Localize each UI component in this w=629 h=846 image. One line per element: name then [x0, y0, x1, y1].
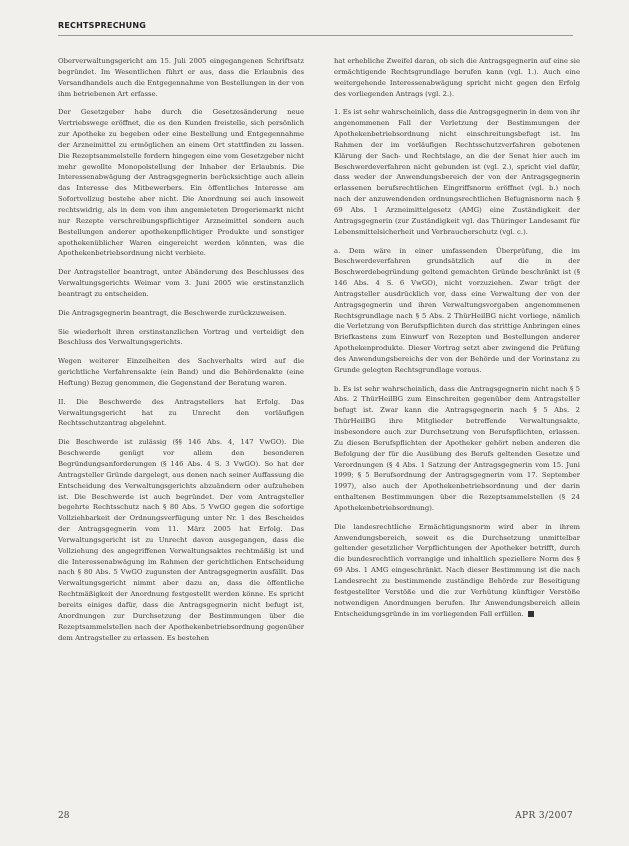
- body-paragraph: b. Es ist sehr wahrscheinlich, dass die Antragsgegnerin nicht nach § 5 Abs. 2 ThürHeilBG zum Einschreiten gegenüber dem Antragsteller befugt ist. Zwar kann die Antragsgegnerin nach § 5 Abs. 2 ThürHeilBG ihre Mitglieder betreffende Verwaltungsakte, insbesondere auch zur Durchsetzung von Berufspflichten, erlassen. Zu diesen Berufspflichten der Apotheker gehört neben anderen die Befolgung der für die Ausübung des Berufs geltenden Gesetze und Verordnungen (§ 4 Abs. 1 Satzung der Antragsgegnerin vom 15. Juni 1999; § 5 Berufsordnung der Antragsgegnerin vom 17. September 1997), also auch der Apothekenbetriebsordnung und der darin enthaltenen Bestimmungen über die Rezeptsammelstellen (§ 24 Apothekenbetriebsordnung).: [334, 384, 580, 512]
- body-paragraph: Der Gesetzgeber habe durch die Gesetzesänderung neue Vertriebswege eröffnet, die es den Kunden freistelle, sich persönlich zur Apotheke zu begeben oder eine Bestellung und Entgegennahme der Arzneimittel zu ermöglichen an einem Ort stattfinden zu lassen. Die Rezeptsammelstelle fordern hingegen eine vom Gesetzgeber nicht mehr gewollte Monopolstellung der Inhaber der Erlaubnis. Die Interessenabwägung der Antragsgegnerin berücksichtige auch allein das Interesse des Mitbewerbers. Ein öffentliches Interesse am Sofortvollzug bestehe aber nicht. Die Anordnung sei auch insoweit rechtswidrig, als in dem von ihm angemieteten Drogeriemarkt nicht nur Rezepte verschreibungspflichtiger Arzneimittel sondern auch Bestellungen anderer apothekenpflichtiger Produkte und sonstiger apothekenüblicher Waren eingereicht werden könnten, was die Apothekenbetriebsordnung nicht verbiete.: [58, 108, 304, 258]
- left-column: [58, 56, 304, 796]
- header-divider: [58, 35, 573, 36]
- body-paragraph: Sie wiederholt ihren erstinstanzlichen Vortrag und verteidigt den Beschluss des Verwaltungsgerichts.: [58, 327, 304, 347]
- section-header: RECHTSPRECHUNG: [58, 21, 147, 30]
- body-paragraph: a. Dem wäre in einer umfassenden Überprüfung, die im Beschwerdeverfahren grundsätzlich auf die in der Beschwerdebegründung geltend gemachten Gründe beschränkt ist (§ 146 Abs. 4 S. 6 VwGO), nicht vorzuziehen. Zwar trägt der Antragsteller ausdrücklich vor, dass eine Verwaltung der von der Antragsgegnerin und ihren Verwaltungsvorgaben angenommenen Rechtsgrundlage nach § 5 Abs. 2 ThürHeilBG nicht vorliege, nämlich die Verletzung von Berufspflichten durch das strittige Anbringen eines Briefkastens zum Einwurf von Rezepten und Bestellungen anderer Apothekenprodukte. Dieser Vortrag setzt aber zwingend die Prüfung des Anwendungsbereichs der von der Behörde und der Vorinstanz zu Grunde gelegten Rechtsgrundlage voraus.: [334, 246, 580, 374]
- body-paragraph: Die landesrechtliche Ermächtigungsnorm wird aber in ihrem Anwendungsbereich, soweit es die Durchsetzung unmittelbar geltender gesetzlicher Verpflichtungen der Apotheker betrifft, durch die bundesrechtlich vorrangige und inhaltlich speziellere Norm des § 69 Abs. 1 AMG eingeschränkt. Nach dieser Bestimmung ist die nach Landesrecht zu bestimmende zuständige Behörde zur Beseitigung festgestellter Verstöße und die zur Verhütung künftiger Verstöße notwendigen Anordnungen berufen. Ihr Anwendungsbereich allein Entscheidungsgründe in im vorliegenden Fall erfüllen.: [334, 522, 580, 618]
- end-of-article-mark: [528, 611, 534, 617]
- right-column: [334, 56, 580, 796]
- journal-issue: APR 3/2007: [515, 811, 573, 821]
- body-paragraph: Wegen weiterer Einzelheiten des Sachverhalts wird auf die gerichtliche Verfahrensakte (ein Band) und die Behördenakte (eine Heftung) Bezug genommen, die Gegenstand der Beratung waren.: [58, 357, 304, 387]
- body-paragraph: Die Antragsgegnerin beantragt, die Beschwerde zurückzuweisen.: [58, 308, 287, 317]
- body-paragraph: Der Antragsteller beantragt, unter Abänderung des Beschlusses des Verwaltungsgerichts Weimar vom 3. Juni 2005 wie erstinstanzlich beantragt zu entscheiden.: [58, 268, 304, 298]
- body-paragraph: hat erhebliche Zweifel daran, ob sich die Antragsgegnerin auf eine sie ermächtigende Rechtsgrundlage berufen kann (vgl. 1.). Auch eine weitergehende Interessenabwägung spricht nicht gegen den Erfolg des vorliegenden Antrags (vgl. 2.).: [334, 57, 580, 98]
- body-paragraph: II. Die Beschwerde des Antragstellers hat Erfolg. Das Verwaltungsgericht hat zu Unrecht den vorläufigen Rechtsschutzantrag abgelehnt.: [58, 397, 304, 428]
- body-paragraph: Oberverwaltungsgericht am 15. Juli 2005 eingegangenen Schriftsatz begründet. Im Wesentlichen führt er aus, dass die Erlaubnis des Versandhandels auch die Entgegennahme von Bestellungen in der von ihm betriebenen Art erfasse.: [58, 57, 304, 98]
- body-paragraph: Die Beschwerde ist zulässig (§§ 146 Abs. 4, 147 VwGO). Die Beschwerde genügt vor allem den besonderen Begründungsanforderungen (§ 146 Abs. 4 S. 3 VwGO). So hat der Antragsteller Gründe dargelegt, aus denen nach seiner Auffassung die Entscheidung des Verwaltungsgerichts abzuändern oder aufzuheben ist. Die Beschwerde ist auch begründet. Der vom Antragsteller begehrte Rechtsschutz nach § 80 Abs. 5 VwGO gegen die sofortige Vollziehbarkeit der Ordnungsverfügung unter Nr. 1 des Bescheides der Antragsgegnerin vom 11. März 2005 hat Erfolg. Das Verwaltungsgericht ist zu Unrecht davon ausgegangen, dass die Vollziehung des angegriffenen Verwaltungsaktes rechtmäßig ist und die Interessenabwägung im Rahmen der gerichtlichen Entscheidung nach § 80 Abs. 5 VwGO zugunsten der Antragsgegnerin ausfällt. Das Verwaltungsgericht nimmt aber dazu an, dass die öffentliche Rechtmäßigkeit der Anordnung festgestellt werden könne. Es spricht bereits einiges dafür, dass die Antragsgegnerin nicht befugt ist, Anordnungen zur Durchsetzung der Bestimmungen über die Rezeptsammelstellen nach der Apothekenbetriebsordnung gegenüber dem Antragsteller zu erlassen. Es bestehen: [58, 438, 304, 642]
- body-paragraph: 1. Es ist sehr wahrscheinlich, dass die Antragsgegnerin in dem von ihr angenommenen Fall der Verletzung der Bestimmungen der Apothekenbetriebsordnung nicht einschreitungsbefugt ist. Im Rahmen der im vorläufigen Rechtsschutzverfahren gebotenen Klärung der Sach- und Rechtslage, an die der Senat hier auch im Beschwerdeverfahren nicht gebunden ist (vgl. 2.), spricht viel dafür, dass weder der Anwendungsbereich der von der Antragsgegnerin erlassenen berufsrechtlichen Eingriffsnorm eröffnet (vgl. b.) noch nach der anzuwendenden ordnungsrechtlichen Befugnisnorm nach § 69 Abs. 1 Arzneimittelgesetz (AMG) eine Zuständigkeit der Antragsgegnerin (zur Zuständigkeit vgl. das Thüringer Landesamt für Lebensmittelsicherheit und Verbraucherschutz (vgl. c.).: [334, 108, 580, 236]
- page-number: 28: [58, 811, 70, 821]
